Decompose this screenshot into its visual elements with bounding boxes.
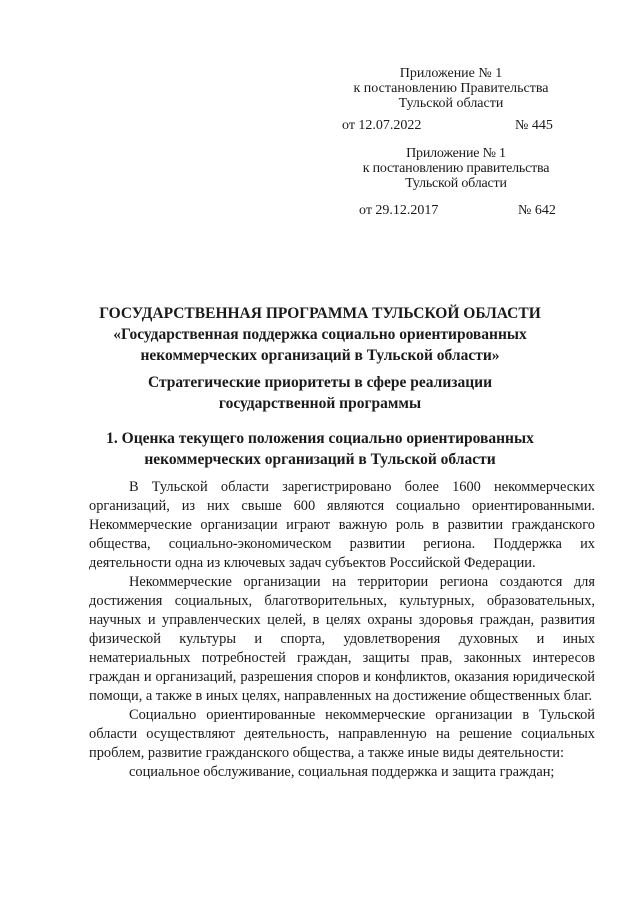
- section-heading-line: некоммерческих организаций в Тульской области: [144, 451, 496, 468]
- appendix-current-date: от 12.07.2022: [342, 118, 422, 133]
- appendix-region: Тульской области: [405, 176, 507, 191]
- appendix-resolution-ref: к постановлению правительства: [362, 161, 550, 176]
- priorities-heading: [60, 372, 580, 414]
- priorities-heading-line: Стратегические приоритеты в сфере реализации: [147, 374, 493, 391]
- appendix-region: Тульской области: [398, 96, 504, 111]
- paragraph: Социально ориентированные некоммерческие организации в Тульской области осуществляют деятельность, направленную на решение социальных проблем, развитие гражданского общества, а также иные виды деятельности:: [89, 707, 595, 761]
- appendix-current-block: [340, 66, 562, 111]
- paragraph: В Тульской области зарегистрировано более 1600 некоммерческих организаций, из них свыше 600 являются социально ориентированными. Некоммерческие организации играют важную роль в развитии гражданского общества, социально-экономическом развитии региона. Поддержка их деятельности одна из ключевых задач субъектов Российской Федерации.: [89, 479, 595, 571]
- appendix-title: Приложение № 1: [399, 66, 503, 81]
- appendix-original-number: № 642: [518, 203, 556, 218]
- paragraph: Некоммерческие организации на территории региона создаются для достижения социальных, благотворительных, культурных, образовательных, научных и управленческих целей, в целях охраны здоровья граждан, развития физической культуры и спорта, удовлетворения духовных и иных нематериальных потребностей граждан, защиты прав, законных интересов граждан и организаций, разрешения споров и конфликтов, оказания юридической помощи, а также в иных целях, направленных на достижение общественных благ.: [89, 574, 595, 704]
- program-title-line: ГОСУДАРСТВЕННАЯ ПРОГРАММА ТУЛЬСКОЙ ОБЛАСТИ: [99, 305, 541, 322]
- program-title-line: «Государственная поддержка социально ориентированных: [113, 326, 527, 343]
- appendix-current-number: № 445: [515, 118, 553, 133]
- paragraph: социальное обслуживание, социальная поддержка и защита граждан;: [129, 764, 555, 780]
- priorities-heading-line: государственной программы: [218, 395, 422, 412]
- appendix-title: Приложение № 1: [406, 146, 506, 161]
- appendix-original-block: [345, 146, 567, 191]
- appendix-original-date: от 29.12.2017: [359, 203, 439, 218]
- section-heading: [60, 428, 580, 470]
- program-title-line: некоммерческих организаций в Тульской области»: [140, 347, 500, 364]
- program-title: [60, 303, 580, 366]
- body-text: [89, 478, 595, 782]
- appendix-resolution-ref: к постановлению Правительства: [353, 81, 549, 96]
- section-heading-line: 1. Оценка текущего положения социально ориентированных: [106, 430, 534, 447]
